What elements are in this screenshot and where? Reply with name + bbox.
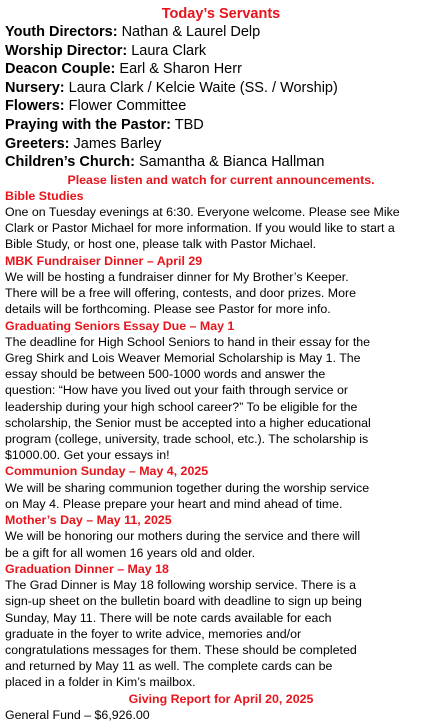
servant-name: Laura Clark / Kelcie Waite (SS. / Worship) — [68, 79, 338, 96]
servant-row — [5, 23, 437, 42]
servant-name: Flower Committee — [68, 98, 187, 115]
announcement-title: Bible Studies — [5, 188, 84, 203]
servant-row — [5, 79, 437, 98]
announcement-text-line: We will be sharing communion together during the worship service — [5, 480, 370, 495]
giving-report-line: General Fund – $6,926.00 — [5, 707, 150, 722]
announcement-text-line: scholarship, the Senior must be accepted into a higher educational — [5, 415, 371, 430]
servant-role: Greeters: — [5, 135, 70, 152]
page-title: Today’s Servants — [161, 6, 281, 22]
servant-row — [5, 60, 437, 79]
announcement-text-line: The deadline for High School Seniors to hand in their essay for the — [5, 334, 371, 349]
announcement-text-line: details will be forthcoming. Please see Pastor for more info. — [5, 302, 331, 317]
servant-name: Earl & Sharon Herr — [119, 61, 242, 78]
announcements-list — [5, 188, 437, 691]
servant-row — [5, 42, 437, 61]
servant-name: TBD — [174, 116, 204, 133]
servant-name: James Barley — [73, 135, 162, 152]
servant-role: Worship Director: — [5, 42, 128, 59]
announcement-text-line: graduate in the foyer to write advice, memories and/or — [5, 626, 302, 641]
announcement-text-line: The Grad Dinner is May 18 following worship service. There is a — [5, 578, 356, 593]
announcement-text-line: We will be honoring our mothers during the service and there will — [5, 529, 361, 544]
announcement-text-line: essay should be between 500-1000 words and answer the — [5, 367, 326, 382]
servant-role: Praying with the Pastor: — [5, 116, 171, 133]
servant-role: Children’s Church: — [5, 154, 135, 171]
announcement-section — [5, 253, 437, 318]
announcement-section — [5, 512, 437, 561]
announcement-text-line: We will be hosting a fundraiser dinner for My Brother’s Keeper. — [5, 269, 349, 284]
announcement-title: Communion Sunday – May 4, 2025 — [5, 464, 209, 479]
servant-row — [5, 153, 437, 172]
announcement-section — [5, 561, 437, 691]
servant-role: Nursery: — [5, 79, 65, 96]
servant-role: Deacon Couple: — [5, 61, 116, 78]
announcement-text-line: One on Tuesday evenings at 6:30. Everyone welcome. Please see Mike — [5, 205, 400, 220]
announcement-text-line: congratulations messages for them. These should be completed — [5, 643, 357, 657]
announcement-text-line: Clark or Pastor Michael for more information. If you would like to start a — [5, 221, 395, 236]
announcement-text-line: leadership during your high school career?” To be eligible for the — [5, 399, 358, 414]
announcement-title: Graduating Seniors Essay Due – May 1 — [5, 318, 235, 333]
servants-list — [5, 23, 437, 172]
servant-role: Flowers: — [5, 98, 65, 115]
servant-row — [5, 97, 437, 116]
announcement-section — [5, 318, 437, 464]
announcement-text-line: be a gift for all women 16 years old and older. — [5, 545, 256, 560]
servant-name: Samantha & Bianca Hallman — [139, 154, 325, 171]
servant-row — [5, 116, 437, 135]
announcement-text-line: Greg Shirk and Lois Weaver Memorial Scholarship is May 1. The — [5, 351, 361, 366]
announcement-text-line: program (college, university, trade school, etc.). The scholarship is — [5, 432, 369, 447]
announcement-text-line: There will be a free will offering, contests, and door prizes. More — [5, 286, 357, 301]
announcement-section — [5, 463, 437, 512]
announcement-title: MBK Fundraiser Dinner – April 29 — [5, 253, 203, 268]
servant-name: Nathan & Laurel Delp — [121, 24, 261, 40]
announcement-notice: Please listen and watch for current announcements. — [67, 172, 375, 187]
announcement-text-line: on May 4. Please prepare your heart and mind ahead of time. — [5, 496, 343, 511]
announcement-text-line: Sunday, May 11. There will be note cards available for each — [5, 610, 332, 625]
servant-role: Youth Directors: — [5, 24, 118, 40]
announcement-text-line: sign-up sheet on the bulletin board with deadline to sign up being — [5, 594, 362, 609]
announcement-text-line: placed in a folder in Kim’s mailbox. — [5, 675, 196, 690]
servant-name: Laura Clark — [131, 42, 207, 59]
announcement-title: Mother’s Day – May 11, 2025 — [5, 513, 172, 528]
announcement-text-line: question: “How have you lived out your faith through service or — [5, 383, 348, 398]
announcement-title: Graduation Dinner – May 18 — [5, 561, 169, 576]
servant-row — [5, 135, 437, 154]
announcement-text-line: and returned by May 11 as well. The complete cards can be — [5, 659, 333, 674]
announcement-section — [5, 188, 437, 253]
giving-report-title: Giving Report for April 20, 2025 — [128, 691, 314, 706]
announcement-text-line: Bible Study, or host one, please talk with Pastor Michael. — [5, 237, 317, 252]
announcement-text-line: $1000.00. Get your essays in! — [5, 448, 170, 463]
